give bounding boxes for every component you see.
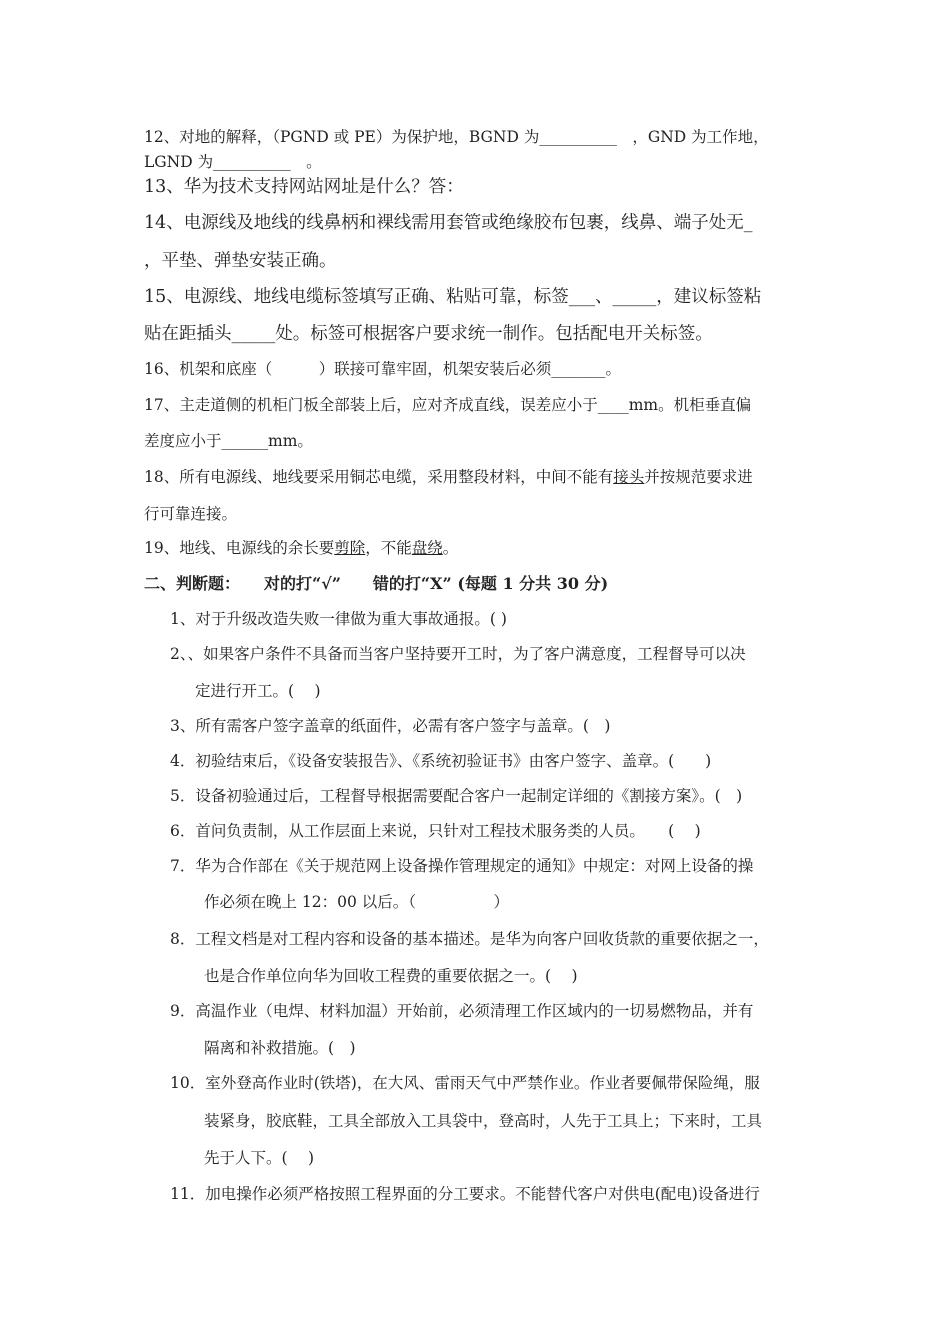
tf-question-10-line-2: 装紧身，胶底鞋，工具全部放入工具袋中，登高时，人先于工具上；下来时，工具 [204, 1112, 763, 1130]
section-heading-true-false: 二、判断题： 对的打“√” 错的打“X” (每题 1 分共 30 分) [144, 574, 609, 593]
tf-question-1: 1、对于升级改造失败一律做为重大事故通报。( ) [170, 610, 507, 628]
question-12-line-1: 12、对地的解释，（PGND 或 PE）为保护地，BGND 为__________ ，GND 为工作地， [144, 128, 769, 146]
question-17-line-2: 差度应小于______mm。 [144, 432, 313, 450]
question-19-text-a: 19、地线、电源线的余长要 [144, 539, 335, 557]
tf-question-3: 3、所有需客户签字盖章的纸面件，必需有客户签字与盖章。( ) [170, 717, 611, 735]
tf-question-8-line-2: 也是合作单位向华为回收工程费的重要依据之一。( ) [204, 967, 578, 985]
tf-question-10-line-1: 10．室外登高作业时(铁塔)，在大风、雷雨天气中严禁作业。作业者要佩带保险绳，服 [170, 1074, 760, 1092]
question-19-text-c: 。 [442, 539, 459, 557]
tf-question-5: 5．设备初验通过后，工程督导根据需要配合客户一起制定详细的《割接方案》。( ) [170, 787, 743, 805]
tf-question-2-line-2: 定进行开工。( ) [195, 682, 321, 700]
tf-question-9-line-1: 9．高温作业（电焊、材料加温）开始前，必须清理工作区域内的一切易燃物品，并有 [170, 1002, 754, 1020]
question-18-underlined: 接头 [613, 468, 645, 486]
tf-question-11-line-1: 11．加电操作必须严格按照工程界面的分工要求。不能替代客户对供电(配电)设备进行 [170, 1185, 760, 1203]
question-19-underlined-2: 盘绕 [411, 539, 443, 557]
question-13: 13、华为技术支持网站网址是什么？答： [144, 177, 464, 197]
tf-question-7-line-1: 7．华为合作部在《关于规范网上设备操作管理规定的通知》中规定：对网上设备的操 [170, 857, 754, 875]
question-18-line-1 [144, 470, 824, 486]
question-19 [144, 541, 824, 557]
tf-question-7-line-2: 作必须在晚上 12：00 以后。（ ） [204, 893, 510, 911]
question-15-line-1: 15、电源线、地线电缆标签填写正确、粘贴可靠，标签___、_____，建议标签粘 [144, 287, 762, 307]
tf-question-4: 4．初验结束后，《设备安装报告》、《系统初验证书》由客户签字、盖章。( ) [170, 752, 712, 770]
tf-question-2-line-1: 2、、如果客户条件不具备而当客户坚持要开工时，为了客户满意度，工程督导可以决 [170, 645, 746, 663]
question-19-underlined-1: 剪除 [334, 539, 366, 557]
question-15-line-2: 贴在距插头_____处。标签可根据客户要求统一制作。包括配电开关标签。 [144, 324, 713, 344]
question-18-text-a: 18、所有电源线、地线要采用铜芯电缆，采用整段材料，中间不能有 [144, 468, 614, 486]
tf-question-9-line-2: 隔离和补救措施。( ) [204, 1039, 356, 1057]
question-16: 16、机架和底座（ ）联接可靠牢固，机架安装后必须_______。 [144, 360, 621, 378]
question-18-line-2: 行可靠连接。 [144, 505, 238, 523]
tf-question-6: 6．首问负责制，从工作层面上来说，只针对工程技术服务类的人员。 ( ) [170, 822, 701, 840]
question-19-text-b: ，不能 [365, 539, 412, 557]
question-14-line-1: 14、电源线及地线的线鼻柄和裸线需用套管或绝缘胶布包裹，线鼻、端子处无_ [144, 213, 753, 233]
tf-question-10-line-3: 先于人下。( ) [204, 1149, 315, 1167]
tf-question-8-line-1: 8．工程文档是对工程内容和设备的基本描述。是华为向客户回收货款的重要依据之一， [170, 930, 769, 948]
question-18-text-b: 并按规范要求进 [644, 468, 753, 486]
question-17-line-1: 17、主走道侧的机柜门板全部装上后，应对齐成直线，误差应小于____mm。机柜垂直偏 [144, 396, 752, 414]
question-14-line-2: ，平垫、弹垫安装正确。 [144, 251, 337, 271]
question-12-line-2: LGND 为__________ 。 [144, 153, 322, 171]
